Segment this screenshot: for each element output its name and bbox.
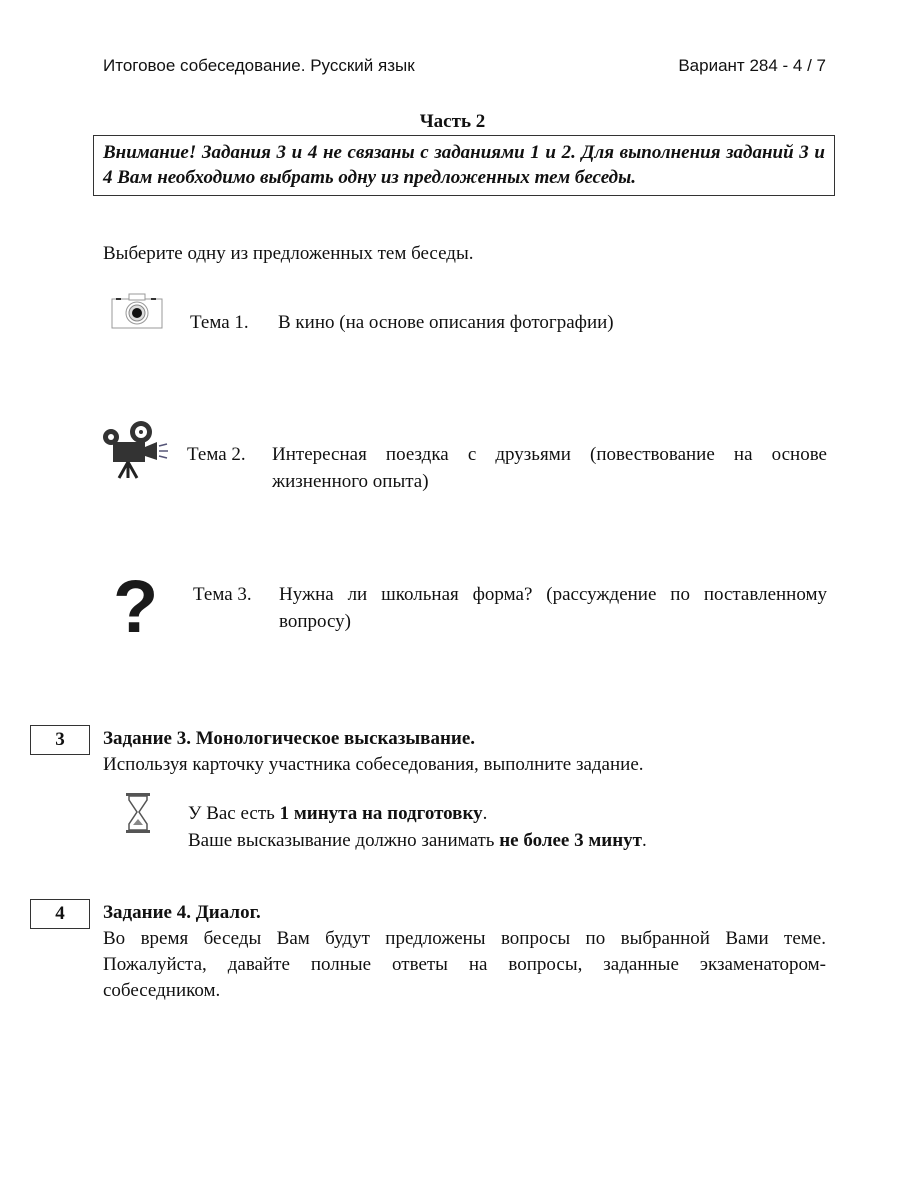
camera-icon: [111, 293, 163, 329]
prep-bold: 1 минута на подготовку: [279, 803, 483, 824]
topic-text: Интересная поездка с друзьями (повествование на основе жизненного опыта): [272, 444, 827, 492]
topic-1[interactable]: [190, 309, 830, 336]
topic-3[interactable]: [193, 581, 827, 635]
time-info: [188, 800, 647, 854]
task-3-text: Используя карточку участника собеседования, выполните задание.: [103, 754, 644, 775]
limit-bold: не более 3 минут: [499, 830, 643, 851]
task-3: [103, 726, 826, 778]
notice-box: Внимание! Задания 3 и 4 не связаны с заданиями 1 и 2. Для выполнения заданий 3 и 4 Вам необходимо выбрать одну из предложенных тем беседы.: [93, 135, 835, 196]
question-mark-icon: ?: [113, 565, 159, 648]
hourglass-icon: [124, 792, 152, 834]
topic-label: Тема 1.: [190, 312, 249, 333]
limit-time-line: [188, 827, 647, 854]
task-4-text: Во время беседы Вам будут предложены вопросы по выбранной Вами теме. Пожалуйста, давайте полные ответы на вопросы, заданные экзаменатором-собеседником.: [103, 928, 826, 1001]
movie-camera-icon: [101, 420, 171, 480]
prep-prefix: У Вас есть: [188, 803, 280, 824]
header-subject: Итоговое собеседование. Русский язык: [103, 56, 415, 75]
task-4-number: 4: [30, 899, 90, 929]
topic-text: Нужна ли школьная форма? (рассуждение по поставленному вопросу): [279, 584, 827, 632]
topic-2[interactable]: [187, 441, 827, 495]
prep-suffix: .: [482, 803, 488, 824]
header-variant: Вариант 284 - 4 / 7: [678, 56, 826, 75]
choose-prompt: Выберите одну из предложенных тем беседы.: [103, 243, 474, 264]
topic-label: Тема 3.: [193, 584, 252, 605]
task-3-number: 3: [30, 725, 90, 755]
task-4: [103, 900, 826, 1004]
task-4-title: Задание 4. Диалог.: [103, 902, 261, 923]
prep-time-line: [188, 800, 647, 827]
limit-suffix: .: [642, 830, 647, 851]
topic-text: В кино (на основе описания фотографии): [278, 312, 614, 333]
limit-prefix: Ваше высказывание должно занимать: [188, 830, 500, 851]
part-title: Часть 2: [419, 111, 486, 132]
topic-label: Тема 2.: [187, 444, 246, 465]
task-3-title: Задание 3. Монологическое высказывание.: [103, 728, 476, 749]
